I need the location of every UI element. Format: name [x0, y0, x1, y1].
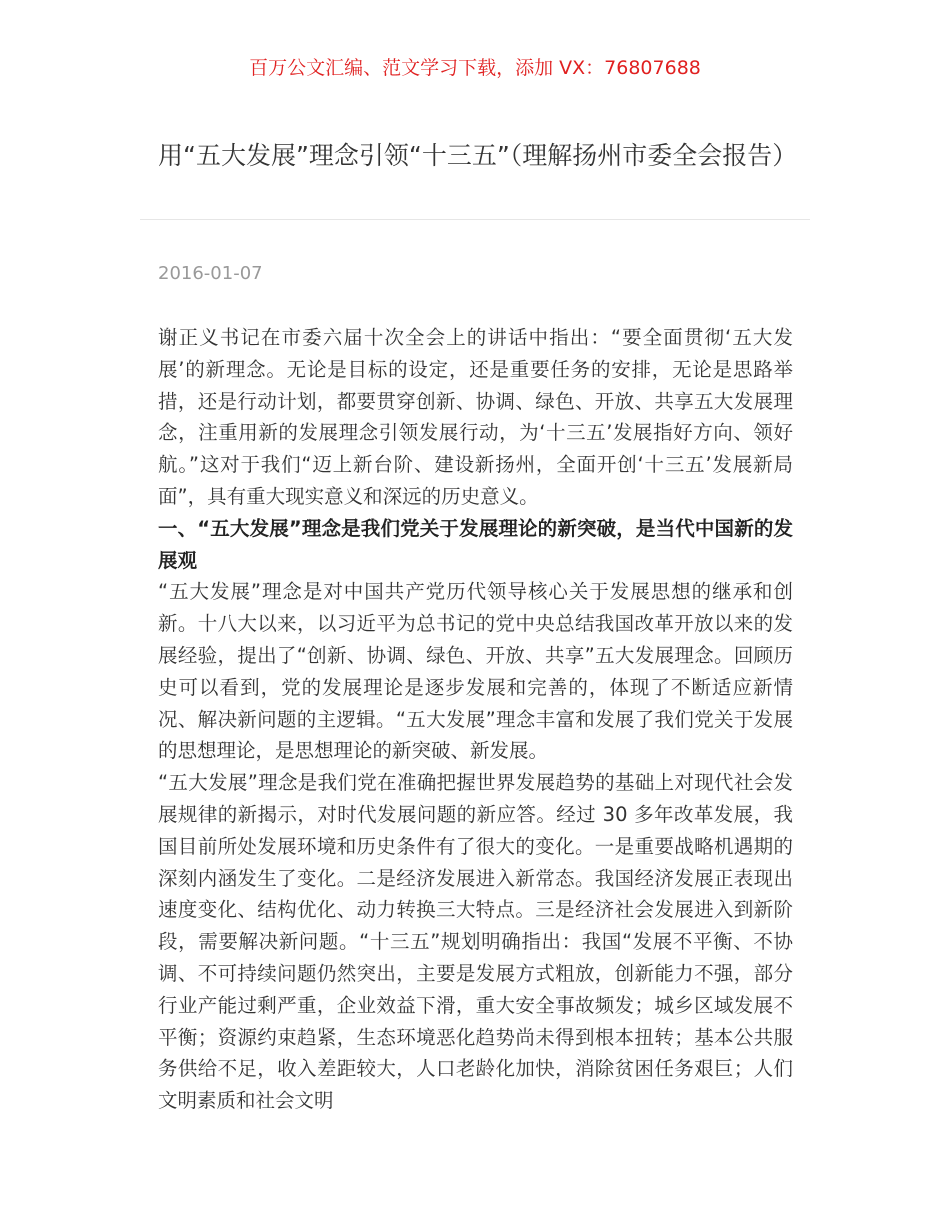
title-divider	[140, 219, 810, 220]
article-title: 用“五大发展”理念引领“十三五”（理解扬州市委全会报告）	[158, 141, 798, 170]
paragraph-intro: 谢正义书记在市委六届十次全会上的讲话中指出：“要全面贯彻‘五大发展’的新理念。无论是目标的设定，还是重要任务的安排，无论是思路举措，还是行动计划，都要贯穿创新、协调、绿色、开放、共享五大发展理念，注重用新的发展理念引领发展行动，为‘十三五’发展指好方向、领好航。”这对于我们“迈上新台阶、建设新扬州，全面开创‘十三五’发展新局面”，具有重大现实意义和深远的历史意义。	[158, 326, 793, 508]
paragraph-body: “五大发展”理念是对中国共产党历代领导核心关于发展思想的继承和创新。十八大以来，以习近平为总书记的党中央总结我国改革开放以来的发展经验，提出了“创新、协调、绿色、开放、共享”五大发展理念。回顾历史可以看到，党的发展理论是逐步发展和完善的，体现了不断适应新情况、解决新问题的主逻辑。“五大发展”理念丰富和发展了我们党关于发展的思想理论，是思想理论的新突破、新发展。	[158, 580, 793, 763]
watermark-banner: 百万公文汇编、范文学习下载，添加 VX：76807688	[249, 57, 701, 79]
publish-date: 2016-01-07	[158, 263, 263, 284]
section-heading: 一、“五大发展”理念是我们党关于发展理论的新突破，是当代中国新的发展观	[158, 516, 793, 572]
paragraph-body: “五大发展”理念是我们党在准确把握世界发展趋势的基础上对现代社会发展规律的新揭示，对时代发展问题的新应答。经过 30 多年改革发展，我国目前所处发展环境和历史条件有了很大的变化。一是重要战略机遇期的深刻内涵发生了变化。二是经济发展进入新常态。我国经济发展正表现出速度变化、结构优化、动力转换三大特点。三是经济社会发展进入到新阶段，需要解决新问题。“十三五”规划明确指出：我国“发展不平衡、不协调、不可持续问题仍然突出，主要是发展方式粗放，创新能力不强，部分行业产能过剩严重，企业效益下滑，重大安全事故频发；城乡区域发展不平衡；资源约束趋紧，生态环境恶化趋势尚未得到根本扭转；基本公共服务供给不足，收入差距较大，人口老龄化加快，消除贫困任务艰巨；人们文明素质和社会文明	[158, 771, 793, 1113]
article-body	[158, 322, 793, 1117]
